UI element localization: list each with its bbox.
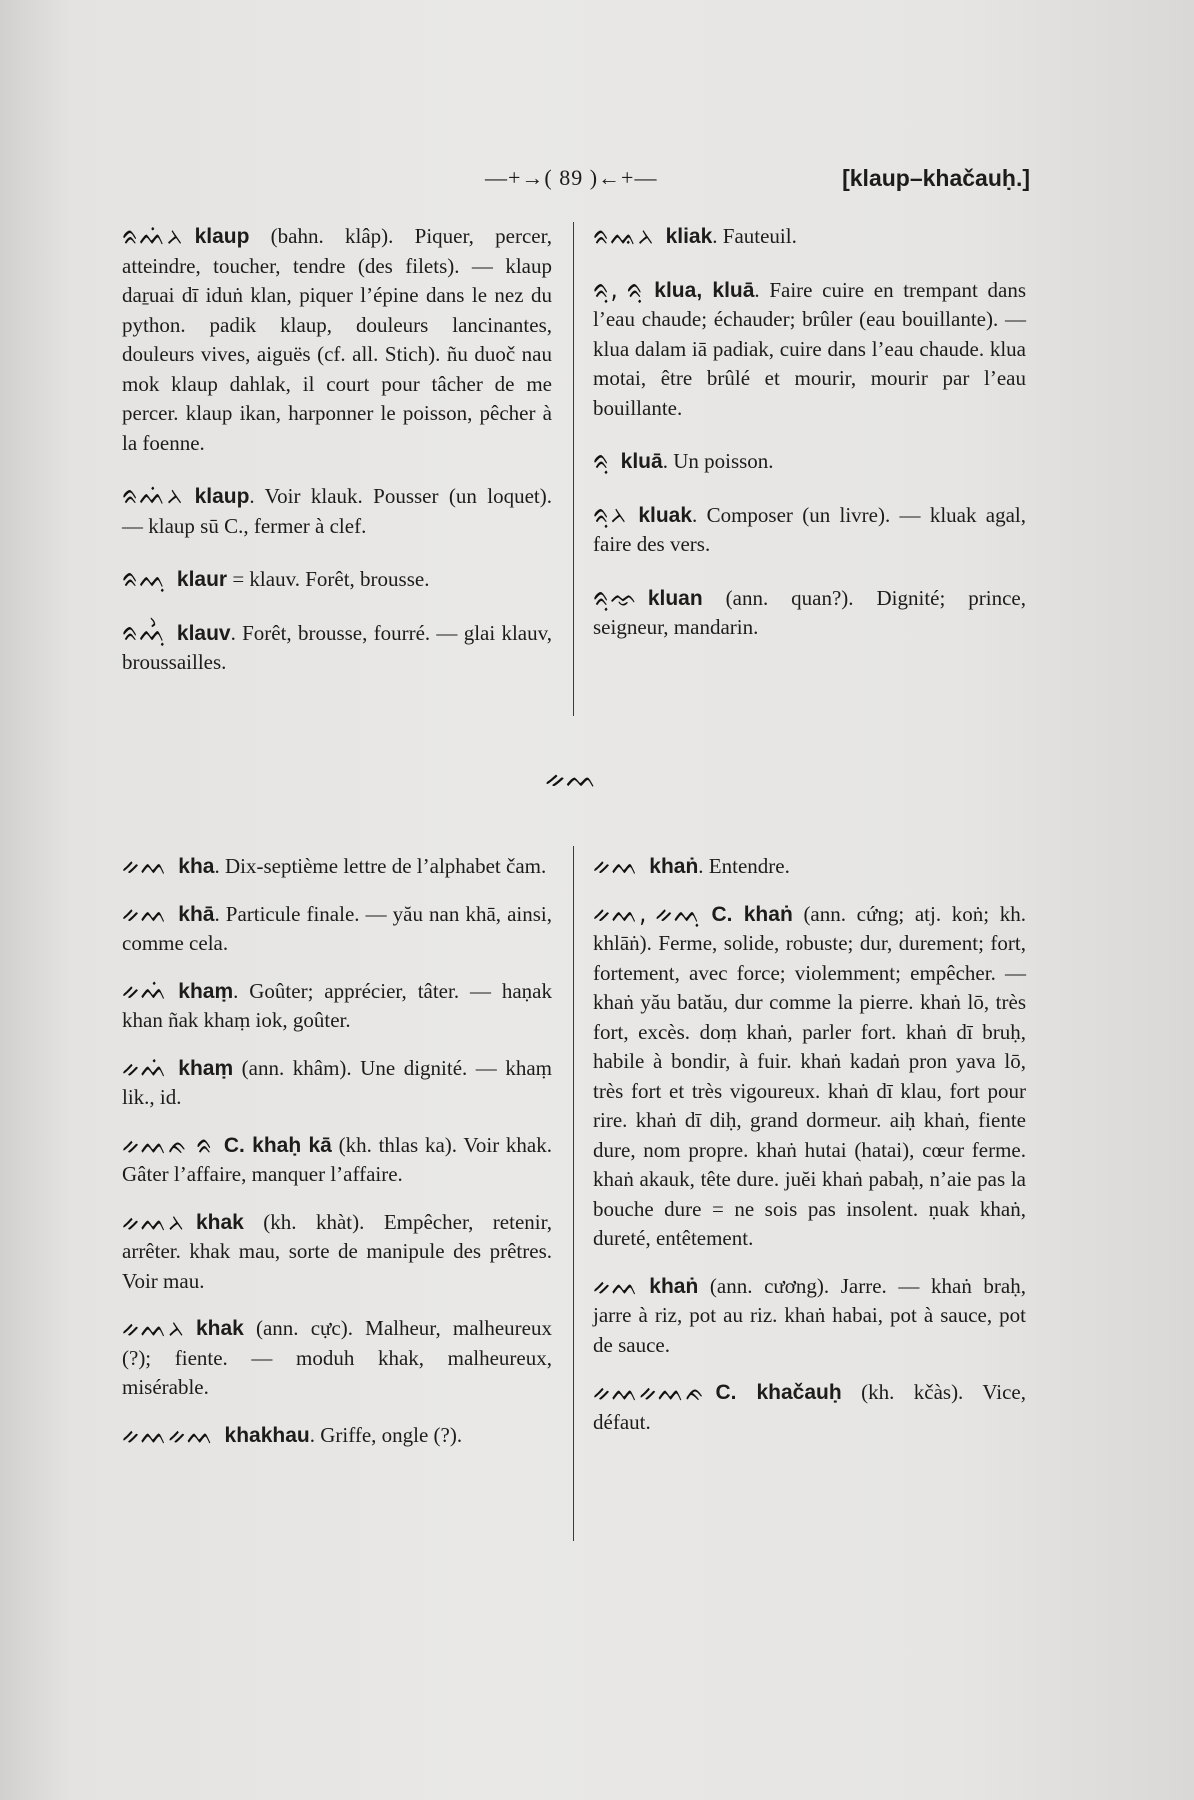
top-right-column: [593, 222, 1026, 667]
cham-script-glyph: ᨑᨘ: [593, 446, 611, 477]
section-letter-glyph: ᨀᨓ: [545, 764, 598, 794]
entry-headword: klaup: [194, 485, 250, 508]
entry-headword: klauv: [176, 621, 231, 645]
running-head: [klaup–khačauḥ.]: [842, 165, 1030, 191]
entry-headword: khaṅ: [649, 1274, 699, 1298]
cham-script-glyph: ᨑᨘᨂ: [593, 499, 629, 530]
entry-khan-firm: [593, 900, 1026, 1254]
entry-kliak: [593, 222, 1026, 252]
entry-klaup-2: [122, 482, 552, 541]
cham-script-glyph: ᨑᨓᨛᨘ: [122, 617, 167, 648]
entry-headword: C. khaṅ: [711, 902, 793, 926]
entry-kha-particle: [122, 900, 552, 959]
cham-script-glyph: ᨀᨓ: [593, 851, 640, 882]
page-number: —+→( 89 )←+—: [485, 165, 658, 190]
entry-khacauh: [593, 1378, 1026, 1437]
column-rule-top: [573, 222, 574, 716]
entry-headword: kliak: [665, 225, 713, 248]
cham-script-glyph: ᨀᨓ: [122, 851, 169, 882]
entry-khan-hear: [593, 852, 1026, 882]
bottom-right-column: [593, 852, 1026, 1455]
cham-script-glyph: ᨑᨓᨗᨂ: [122, 221, 185, 252]
entry-text: . Entendre.: [698, 854, 790, 878]
entry-text: . Griffe, ongle (?).: [309, 1422, 463, 1447]
cham-script-glyph: ᨀᨓᨀᨓᨃ: [593, 1377, 706, 1408]
cham-script-glyph: ᨀᨓᨃ ᨑ: [122, 1129, 214, 1160]
entry-headword: klua, kluā: [654, 278, 755, 302]
entry-text: . Goûter; apprécier, tâter. — haṇak khan ñak khaṃ iok, goûter.: [122, 978, 552, 1032]
entry-headword: khak: [195, 1210, 244, 1234]
entry-khan-jar: [593, 1272, 1026, 1361]
cham-script-glyph: ᨀᨓᨗ: [122, 975, 169, 1006]
entry-khah-ka: [122, 1131, 552, 1190]
entry-headword: khakhau: [224, 1423, 310, 1447]
entry-text: (ann. cương). Jarre. — khaṅ braḥ, jarre à riz, pot au riz. khaṅ habai, pot à sauce, pot de sauce.: [593, 1273, 1026, 1357]
entry-khak-2: [122, 1314, 552, 1403]
entry-headword: khā: [178, 902, 215, 926]
entry-text: = klauv. Forêt, brousse.: [227, 567, 430, 591]
entry-headword: C. khačauḥ: [715, 1381, 842, 1404]
entry-text: (ann. khâm). Une dignité. — khaṃ lik., id.: [122, 1055, 552, 1109]
entry-text: (ann. cực). Malheur, malheureux (?); fiente. — moduh khak, malheureux, misérable.: [122, 1316, 552, 1399]
page-header: [120, 165, 1030, 201]
entry-text: . Faire cuire en trempant dans l’eau chaude; échauder; brûler (eau bouillante). — klua dalam iā padiak, cuire dans l’eau chaude. klua motai, être brûlé et mourir, mourir par l’eau bouillante.: [593, 277, 1026, 420]
column-rule-bottom: [573, 846, 574, 1541]
entry-kham-1: [122, 977, 552, 1036]
entry-klaup-1: [122, 222, 552, 458]
entry-headword: kluan: [647, 586, 703, 610]
entry-khak-1: [122, 1208, 552, 1297]
cham-script-glyph: ᨀᨓᨂ: [122, 1313, 186, 1344]
entry-klaur: [122, 565, 552, 595]
entry-headword: C. khaḥ kā: [223, 1133, 332, 1157]
cham-script-glyph: ᨀᨓ: [122, 898, 169, 929]
entry-kham-2: [122, 1054, 552, 1113]
entry-text: (ann. quan?). Dignité; prince, seigneur, mandarin.: [593, 585, 1026, 639]
entry-headword: khaṃ: [178, 979, 234, 1003]
entry-klua: [593, 276, 1026, 424]
entry-kha: [122, 852, 552, 882]
entry-text: . Composer (un livre). — kluak agal, faire des vers.: [593, 502, 1026, 556]
cham-script-glyph: ᨀᨓ: [593, 1270, 640, 1301]
cham-script-glyph: ᨀᨓᨀᨓ: [122, 1419, 215, 1450]
cham-script-glyph: ᨑᨘᨎ: [593, 582, 638, 613]
entry-headword: kluā: [620, 450, 663, 473]
entry-klua-fish: [593, 447, 1026, 477]
entry-headword: khak: [195, 1317, 244, 1340]
cham-script-glyph: ᨑᨓᨗᨂ: [122, 481, 185, 512]
cham-script-glyph: ᨀᨓᨗ: [122, 1052, 169, 1083]
entry-headword: kluak: [638, 503, 693, 527]
cham-script-glyph: ᨑᨘ, ᨑᨘ: [593, 274, 645, 305]
entry-text: (kh. kčàs). Vice, défaut.: [593, 1380, 1026, 1434]
cham-script-glyph: ᨀᨓ, ᨀᨓᨘ: [593, 898, 702, 929]
entry-text: (kh. thlas ka). Voir khak. Gâter l’affaire, manquer l’affaire.: [122, 1132, 552, 1186]
entry-text: (kh. khàt). Empêcher, retenir, arrêter. khak mau, sorte de manipule des prêtres. Voir mau.: [122, 1209, 552, 1293]
entry-text: . Forêt, brousse, fourré. — glai klauv, broussailles.: [122, 620, 552, 674]
entry-text: . Particule finale. — yău nan khā, ainsi, comme cela.: [122, 901, 552, 955]
entry-kluak: [593, 501, 1026, 560]
entry-khakhau: [122, 1421, 552, 1451]
entry-klauv: [122, 619, 552, 678]
bottom-left-column: [122, 852, 552, 1468]
entry-text: . Voir klauk. Pousser (un loquet). — klaup sū C., fermer à clef.: [122, 484, 552, 538]
entry-text: (bahn. klâp). Piquer, percer, atteindre, toucher, tendre (des filets). — klaup daṟuai dī iduṅ klan, piquer l’épine dans le nez du python. padik klaup, douleurs lancinantes, douleurs vives, aiguës (cf. all. Stich). ñu duoč nau mok klaup dahlak, il court pour tâcher de me percer. klaup ikan, harponner le poisson, pêcher à la foenne.: [122, 224, 552, 455]
entry-text: . Un poisson.: [662, 449, 774, 473]
cham-script-glyph: ᨀᨓᨂ: [122, 1206, 186, 1237]
top-left-column: [122, 222, 552, 702]
entry-headword: klaup: [194, 225, 250, 248]
entry-kluan: [593, 584, 1026, 643]
entry-headword: khaṃ: [178, 1056, 234, 1080]
cham-script-glyph: ᨑᨕᨂ: [593, 221, 656, 252]
entry-text: . Fauteuil.: [712, 224, 797, 248]
cham-script-glyph: ᨑᨓᨘ: [122, 564, 167, 595]
entry-headword: klaur: [176, 568, 228, 591]
entry-headword: khaṅ: [649, 855, 699, 878]
entry-text: (ann. cứng; atj. koṅ; kh. khlāṅ). Ferme, solide, robuste; dur, durement; fort, fortement, avec force; violemment; empêcher. — khaṅ yău batău, dur comme la pierre. khaṅ lō, très fort, excès. doṃ khaṅ, parler fort. khaṅ dī bruḥ, habile à bondir, à fuir. khaṅ kadaṅ pron yava lō, très fort et très vigoureux. khaṅ dī klau, fort pour rire. khaṅ dī diḥ, grand dormeur. aiḥ khaṅ, fiente dure, nom propre. khaṅ hutai (hatai), cœur ferme. khaṅ akauk, tête dure. juĕi khaṅ pabaḥ, n’aie pas la bouche dure = ne sois pas insolent. ṇuak khaṅ, dureté, entêtement.: [593, 901, 1026, 1250]
entry-text: . Dix-septième lettre de l’alphabet čam.: [214, 854, 547, 878]
entry-headword: kha: [178, 855, 215, 878]
